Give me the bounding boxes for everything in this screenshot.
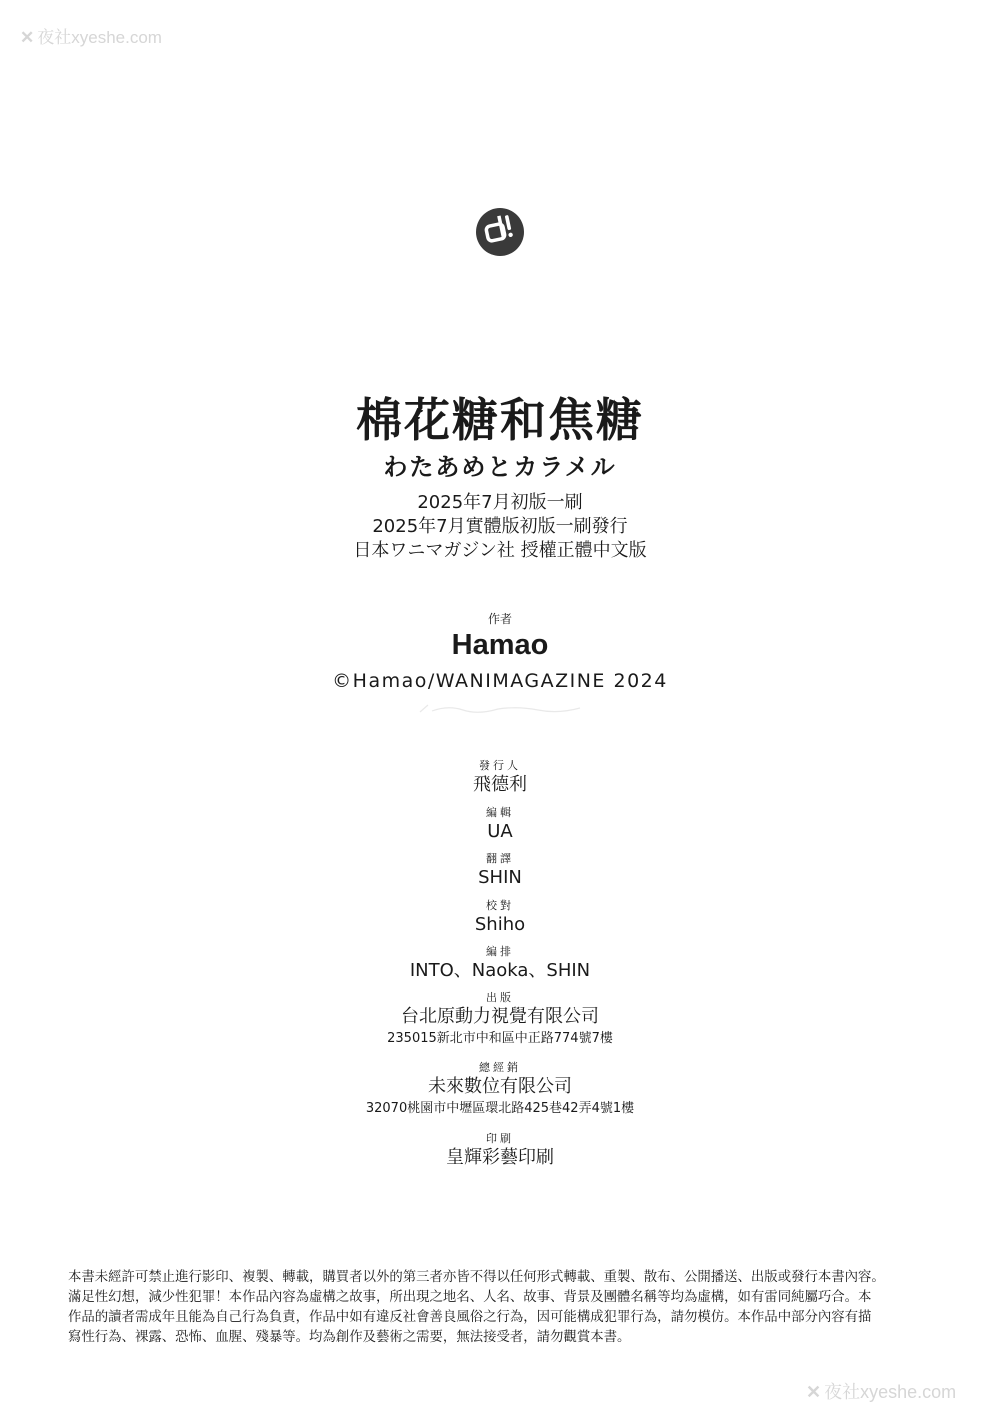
credit-label-proofreader: 校對 <box>486 899 514 912</box>
credit-value-proofreader: Shiho <box>474 914 526 935</box>
d-exclamation-logo-icon <box>475 207 525 257</box>
legal-notice-line: 本書未經許可禁止進行影印、複製、轉載，購買者以外的第三者亦皆不得以任何形式轉載、重製、散布、公開播送、出版或發行本書內容。 <box>68 1270 885 1285</box>
watermark-bottom <box>806 1378 956 1404</box>
credit-value-publisher-person: 飛德利 <box>473 774 527 795</box>
watermark-top <box>20 23 162 48</box>
credit-value-editor: UA <box>487 821 513 842</box>
edition-line-3: 日本ワニマガジン社 授權正體中文版 <box>353 540 647 561</box>
credit-label-publisher: 出版 <box>486 991 514 1004</box>
credit-label-editor: 編輯 <box>486 806 514 819</box>
credit-value-translator: SHIN <box>478 867 522 888</box>
credit-sub-publisher-address: 235015新北市中和區中正路774號7樓 <box>387 1031 613 1046</box>
edition-line-2: 2025年7月實體版初版一刷發行 <box>372 516 628 537</box>
credit-value-layout: INTO、Naoka、SHIN <box>409 960 591 981</box>
legal-notice-line: 滿足性幻想，減少性犯罪！本作品內容為虛構之故事，所出現之地名、人名、故事、背景及團體名稱等均為虛構，如有雷同純屬巧合。本 <box>68 1290 872 1305</box>
credit-label-translator: 翻譯 <box>486 852 514 865</box>
x-mark-icon: ✕ <box>20 28 35 47</box>
faint-signature-mark <box>418 703 583 715</box>
credit-value-publisher: 台北原動力視覺有限公司 <box>401 1006 599 1027</box>
credit-label-printer: 印刷 <box>486 1132 514 1145</box>
author-name: Hamao <box>451 629 549 661</box>
credit-label-layout: 編排 <box>486 945 514 958</box>
title-chinese: 棉花糖和焦糖 <box>356 393 644 447</box>
edition-line-1: 2025年7月初版一刷 <box>417 492 583 513</box>
credit-label-publisher-person: 發行人 <box>479 759 521 772</box>
watermark-text: 夜社xyeshe.com <box>824 1382 957 1402</box>
credit-label-distributor: 總經銷 <box>479 1061 521 1074</box>
credit-value-distributor: 未來數位有限公司 <box>428 1076 572 1097</box>
x-mark-icon: ✕ <box>806 1382 822 1402</box>
watermark-text: 夜社xyeshe.com <box>37 28 162 47</box>
copyright-line: ©Hamao/WANIMAGAZINE 2024 <box>332 670 668 692</box>
author-label: 作者 <box>487 612 512 626</box>
title-japanese: わたあめとカラメル <box>383 453 617 481</box>
legal-notice-line: 作品的讀者需成年且能為自己行為負責，作品中如有違反社會善良風俗之行為，因可能構成犯罪行為，請勿模仿。本作品中部分內容有描 <box>68 1310 872 1325</box>
credit-sub-distributor-address: 32070桃園市中壢區環北路425巷42弄4號1樓 <box>365 1101 635 1116</box>
legal-notice-line: 寫性行為、裸露、恐怖、血腥、殘暴等。均為創作及藝術之需要，無法接受者，請勿觀賞本書。 <box>68 1330 631 1345</box>
credit-value-printer: 皇輝彩藝印刷 <box>446 1147 554 1168</box>
legal-notice <box>68 1268 938 1348</box>
